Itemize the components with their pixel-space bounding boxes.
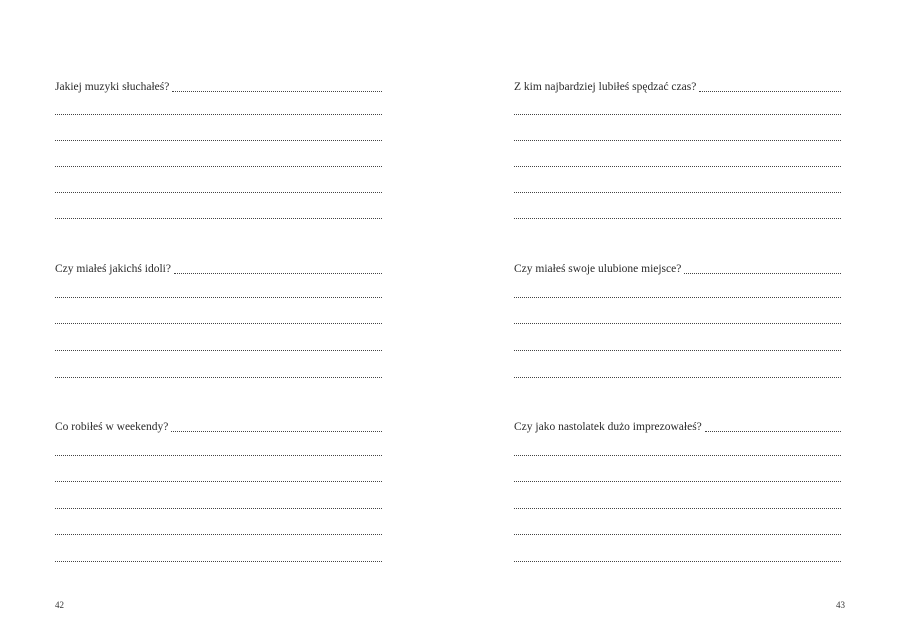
question-parties [514,420,841,434]
answer-line[interactable] [171,431,382,432]
answer-line[interactable] [514,455,841,456]
answer-line[interactable] [514,561,841,562]
answer-line[interactable] [55,323,382,324]
question-favorite-place [514,262,841,276]
answer-line[interactable] [514,534,841,535]
answer-line[interactable] [55,192,382,193]
answer-line[interactable] [514,114,841,115]
question-music [55,80,382,94]
answer-line[interactable] [55,561,382,562]
answer-line[interactable] [514,508,841,509]
answer-line[interactable] [55,534,382,535]
answer-line[interactable] [174,273,382,274]
answer-line[interactable] [514,350,841,351]
answer-line[interactable] [55,140,382,141]
page-number: 43 [836,600,845,610]
answer-line[interactable] [55,297,382,298]
question-label: Czy miałeś swoje ulubione miejsce? [514,263,682,275]
answer-line[interactable] [514,192,841,193]
question-idols [55,262,382,276]
question-label: Z kim najbardziej lubiłeś spędzać czas? [514,81,697,93]
answer-line[interactable] [514,297,841,298]
answer-line[interactable] [684,273,841,274]
answer-line[interactable] [55,350,382,351]
answer-line[interactable] [514,323,841,324]
answer-line[interactable] [55,166,382,167]
answer-line[interactable] [55,481,382,482]
answer-line[interactable] [55,455,382,456]
answer-line[interactable] [514,481,841,482]
answer-line[interactable] [55,377,382,378]
question-label: Jakiej muzyki słuchałeś? [55,81,170,93]
question-label: Czy miałeś jakichś idoli? [55,263,171,275]
answer-line[interactable] [172,91,382,92]
answer-line[interactable] [55,218,382,219]
question-label: Czy jako nastolatek dużo imprezowałeś? [514,421,702,433]
answer-line[interactable] [514,377,841,378]
answer-line[interactable] [705,431,841,432]
question-label: Co robiłeś w weekendy? [55,421,169,433]
question-company [514,80,841,94]
answer-line[interactable] [55,508,382,509]
question-weekends [55,420,382,434]
answer-line[interactable] [514,218,841,219]
answer-line[interactable] [699,91,841,92]
right-page [450,0,900,636]
answer-line[interactable] [514,140,841,141]
answer-line[interactable] [55,114,382,115]
answer-line[interactable] [514,166,841,167]
page-number: 42 [55,600,64,610]
